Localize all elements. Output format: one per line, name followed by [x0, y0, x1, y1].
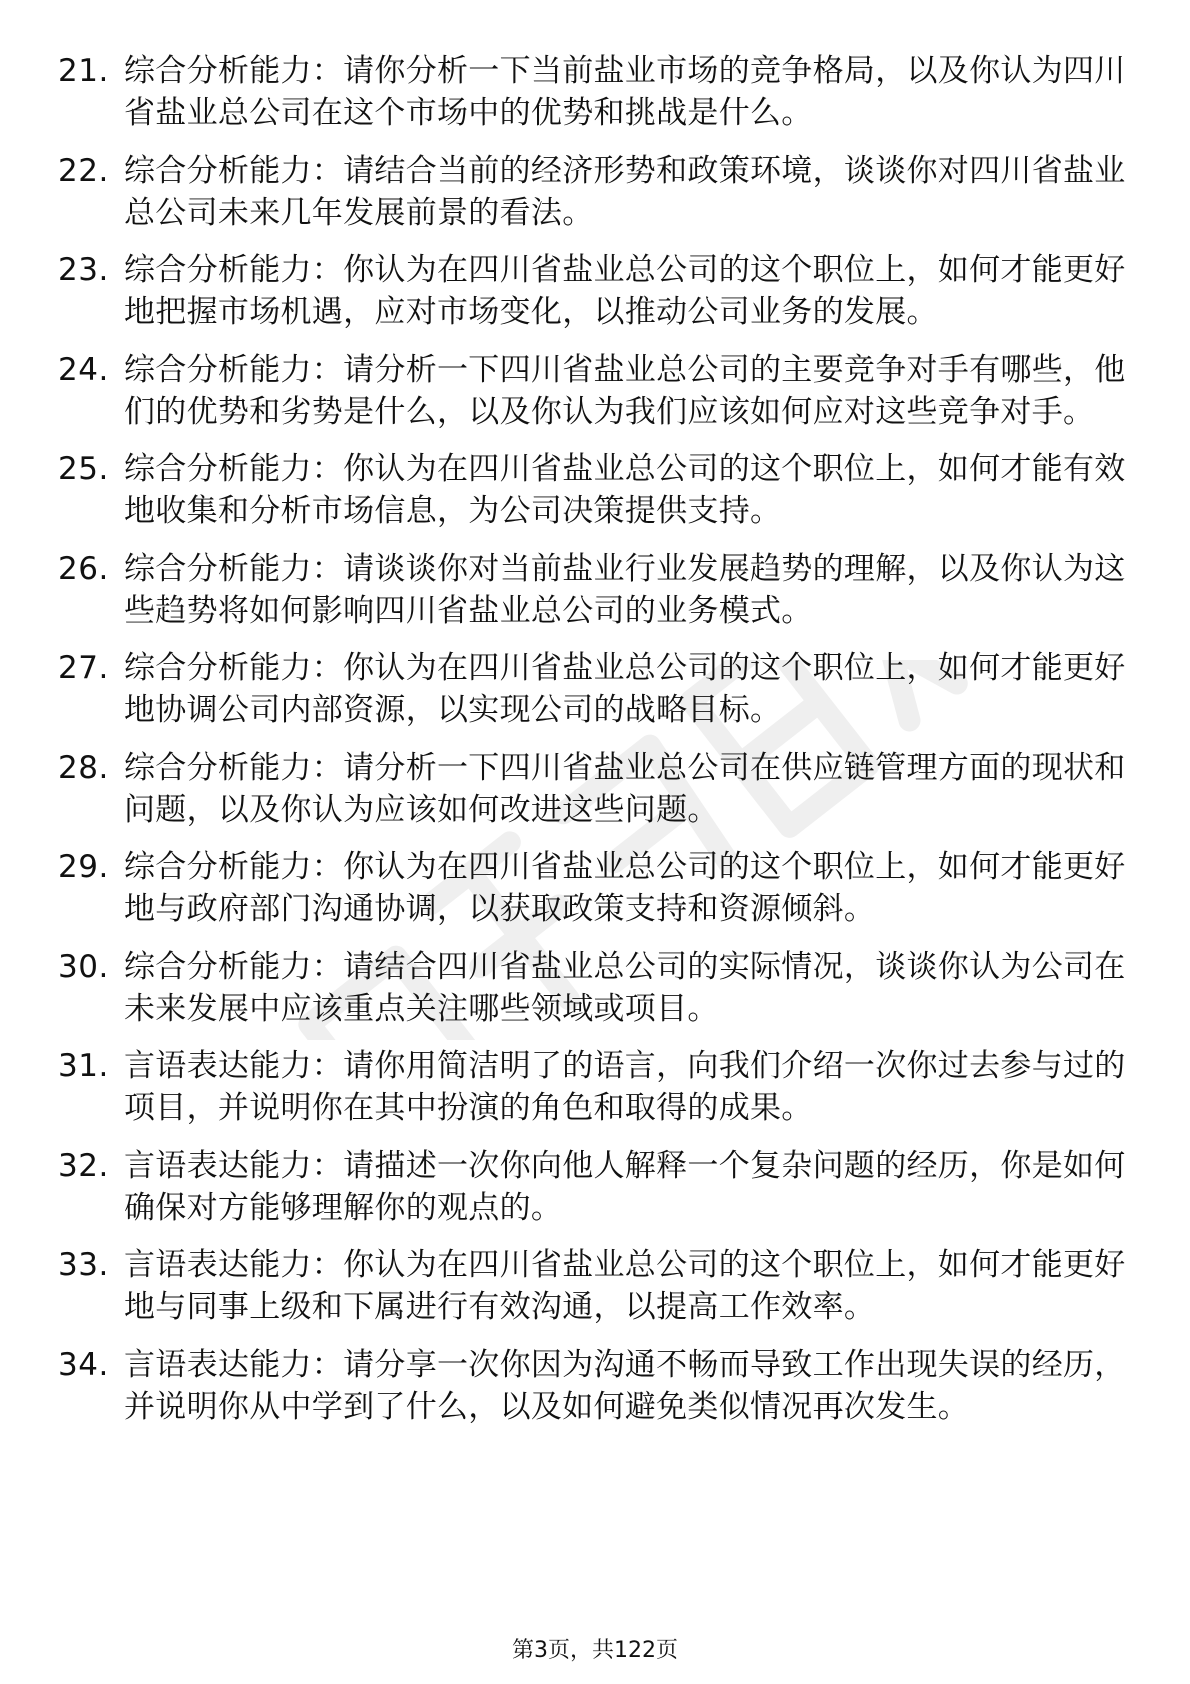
question-number: 26.	[58, 550, 109, 587]
question-number: 24.	[58, 351, 109, 388]
question-text: 综合分析能力：你认为在四川省盐业总公司的这个职位上，如何才能更好地把握市场机遇，应对市场变化，以推动公司业务的发展。	[124, 252, 1126, 330]
page-footer	[0, 1637, 1190, 1665]
question-number: 29.	[58, 849, 109, 885]
question-list	[58, 50, 1128, 1443]
question-text: 综合分析能力：请谈谈你对当前盐业行业发展趋势的理解，以及你认为这些趋势将如何影响四川省盐业总公司的业务模式。	[124, 550, 1126, 629]
question-item	[58, 50, 1128, 134]
question-number: 23.	[58, 252, 109, 288]
question-item	[58, 548, 1128, 632]
question-text: 言语表达能力：请你用简洁明了的语言，向我们介绍一次你过去参与过的项目，并说明你在其中扮演的角色和取得的成果。	[124, 1048, 1126, 1126]
question-item	[58, 1145, 1128, 1229]
question-number: 28.	[58, 749, 109, 786]
question-item	[58, 349, 1128, 433]
question-text: 言语表达能力：请描述一次你向他人解释一个复杂问题的经历，你是如何确保对方能够理解你的观点的。	[124, 1147, 1126, 1226]
question-item	[58, 249, 1128, 333]
question-item	[58, 747, 1128, 831]
question-item	[58, 150, 1128, 234]
question-item	[58, 1045, 1128, 1129]
question-item	[58, 647, 1128, 731]
question-text: 综合分析能力：请分析一下四川省盐业总公司的主要竞争对手有哪些，他们的优势和劣势是什么，以及你认为我们应该如何应对这些竞争对手。	[124, 351, 1126, 430]
question-number: 27.	[58, 650, 109, 686]
page-number-label: 第3页，共122页	[512, 1638, 678, 1663]
question-text: 综合分析能力：你认为在四川省盐业总公司的这个职位上，如何才能更好地协调公司内部资源，以实现公司的战略目标。	[124, 650, 1126, 728]
question-number: 34.	[58, 1346, 109, 1383]
question-text: 言语表达能力：请分享一次你因为沟通不畅而导致工作出现失误的经历，并说明你从中学到了什么，以及如何避免类似情况再次发生。	[124, 1346, 1126, 1425]
question-item	[58, 448, 1128, 532]
question-number: 32.	[58, 1147, 109, 1184]
question-text: 综合分析能力：请结合当前的经济形势和政策环境，谈谈你对四川省盐业总公司未来几年发展前景的看法。	[124, 152, 1126, 231]
question-text: 综合分析能力：你认为在四川省盐业总公司的这个职位上，如何才能更好地与政府部门沟通协调，以获取政策支持和资源倾斜。	[124, 849, 1126, 927]
question-item	[58, 946, 1128, 1030]
question-number: 33.	[58, 1247, 109, 1283]
question-item	[58, 1244, 1128, 1328]
question-text: 综合分析能力：请结合四川省盐业总公司的实际情况，谈谈你认为公司在未来发展中应该重点关注哪些领域或项目。	[124, 948, 1126, 1027]
question-text: 综合分析能力：请分析一下四川省盐业总公司在供应链管理方面的现状和问题，以及你认为应该如何改进这些问题。	[124, 749, 1126, 828]
question-number: 31.	[58, 1048, 109, 1084]
question-item	[58, 846, 1128, 930]
question-text: 综合分析能力：你认为在四川省盐业总公司的这个职位上，如何才能有效地收集和分析市场信息，为公司决策提供支持。	[124, 451, 1126, 529]
question-number: 30.	[58, 948, 109, 985]
question-number: 21.	[58, 53, 109, 89]
question-item	[58, 1344, 1128, 1428]
question-text: 言语表达能力：你认为在四川省盐业总公司的这个职位上，如何才能更好地与同事上级和下属进行有效沟通，以提高工作效率。	[124, 1247, 1126, 1325]
question-number: 22.	[58, 152, 109, 189]
question-text: 综合分析能力：请你分析一下当前盐业市场的竞争格局，以及你认为四川省盐业总公司在这个市场中的优势和挑战是什么。	[124, 53, 1126, 131]
question-number: 25.	[58, 451, 109, 487]
